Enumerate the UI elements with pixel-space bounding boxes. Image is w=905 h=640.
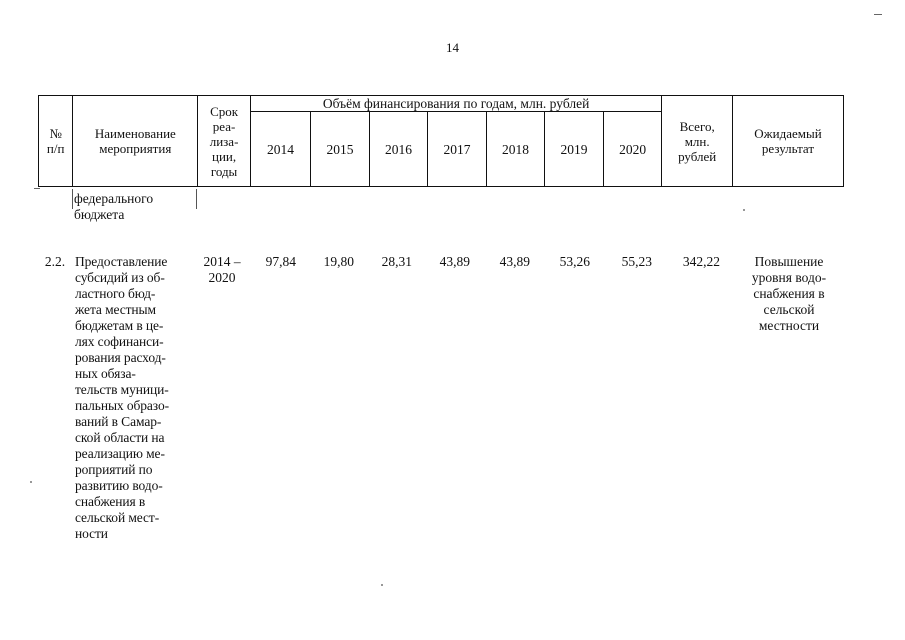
text-line: бюджетам в це- (75, 318, 164, 333)
header-year: 2018 (486, 112, 545, 187)
text-line: 2020 (208, 270, 236, 285)
row-value-2019: 53,26 (559, 254, 590, 269)
header-line: результат (761, 141, 815, 156)
text-line: жета местным (75, 302, 156, 317)
text-line: снабжения в (753, 286, 825, 301)
header-line: мероприятия (99, 141, 172, 156)
row-value-2020: 55,23 (621, 254, 652, 269)
text-line: лях софинанси- (75, 334, 164, 349)
header-line: Ожидаемый (754, 126, 822, 141)
row-value-2014: 97,84 (265, 254, 296, 269)
header-year: 2014 (250, 112, 311, 187)
row-value-2017: 43,89 (439, 254, 470, 269)
page-number: 14 (446, 40, 459, 55)
text-line: развитию водо- (75, 478, 163, 493)
table-header (38, 95, 844, 187)
continuation-text (74, 191, 153, 223)
text-line: тельств муници- (75, 382, 169, 397)
header-name (73, 96, 198, 187)
row-number: 2.2. (44, 254, 66, 269)
text-line: ных обяза- (75, 366, 136, 381)
text-line: ластного бюд- (75, 286, 156, 301)
row-value-2018: 43,89 (499, 254, 530, 269)
header-year: 2017 (428, 112, 487, 187)
header-year: 2016 (369, 112, 428, 187)
header-line: № (49, 126, 62, 141)
column-stub (196, 189, 197, 209)
header-line: Срок (210, 103, 239, 119)
margin-mark (874, 14, 882, 15)
header-total (662, 96, 733, 187)
header-year: 2015 (311, 112, 370, 187)
scan-dot (381, 584, 383, 586)
header-line: рублей (678, 148, 717, 164)
text-line: местности (758, 318, 820, 333)
text-line: 2014 – (203, 254, 241, 269)
text-line: ской области на (75, 430, 165, 445)
text-line: Повышение (754, 254, 824, 269)
margin-mark (34, 188, 40, 189)
header-result (732, 96, 843, 187)
text-line: федерального (74, 191, 154, 206)
header-year: 2020 (603, 112, 662, 187)
header-line: Всего, (679, 118, 715, 134)
text-line: снабжения в (75, 494, 146, 509)
text-line: Предоставление (75, 254, 168, 269)
header-line: ции, (212, 148, 237, 164)
column-stub (72, 189, 73, 209)
header-line: Наименование (94, 126, 176, 141)
text-line: ности (75, 526, 108, 541)
row-result (735, 254, 843, 334)
text-line: субсидий из об- (75, 270, 165, 285)
header-line: реа- (212, 118, 236, 134)
text-line: рования расход- (75, 350, 166, 365)
text-line: сельской мест- (75, 510, 160, 525)
header-line: годы (210, 163, 238, 179)
row-name (75, 254, 195, 542)
text-line: сельской (763, 302, 815, 317)
text-line: бюджета (74, 207, 125, 222)
text-line: уровня водо- (751, 270, 827, 285)
header-number (39, 96, 73, 187)
text-line: роприятий по (75, 462, 153, 477)
row-period (196, 254, 248, 286)
text-line: реализацию ме- (75, 446, 165, 461)
header-line: лиза- (209, 133, 239, 149)
text-line: пальных образо- (75, 398, 170, 413)
row-value-2015: 19,80 (323, 254, 354, 269)
header-year: 2019 (545, 112, 604, 187)
header-line: млн. (684, 133, 710, 149)
row-total: 342,22 (682, 254, 720, 269)
text-line: ваний в Самар- (75, 414, 162, 429)
header-funding-group: Объём финансирования по годам, млн. рублей (250, 96, 662, 112)
scan-dot (30, 481, 32, 483)
row-value-2016: 28,31 (381, 254, 412, 269)
header-line: п/п (46, 141, 65, 156)
scan-dot (743, 209, 745, 211)
header-period (198, 96, 250, 187)
